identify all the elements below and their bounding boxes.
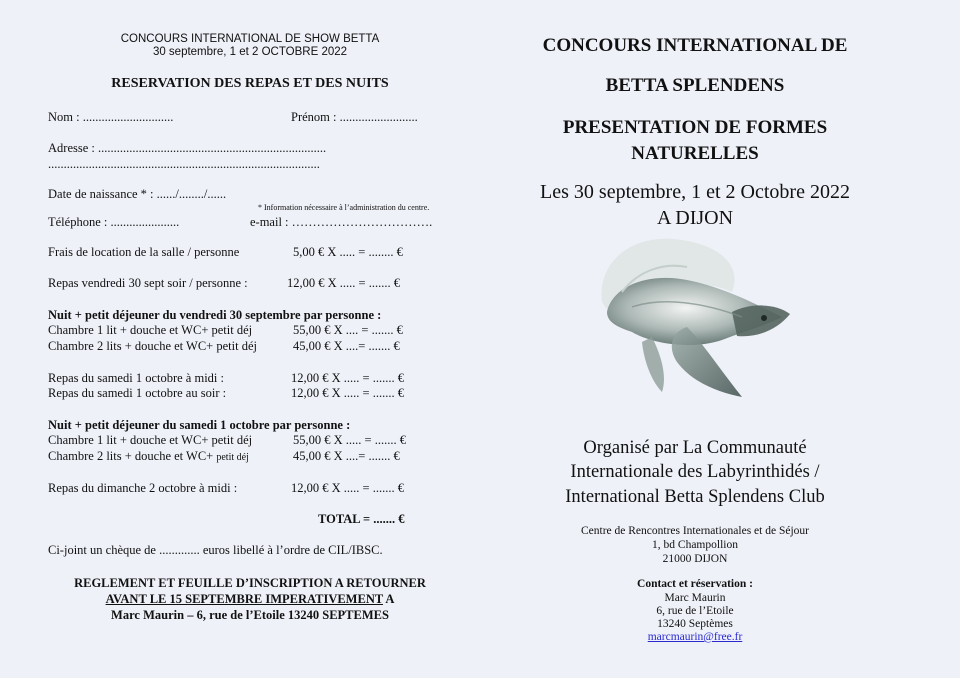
event-title-line-1: CONCOURS INTERNATIONAL DE xyxy=(542,35,848,56)
event-title-line-4: NATURELLES xyxy=(631,143,759,164)
contact-street: 6, rue de l’Etoile xyxy=(656,605,734,617)
reglement-deadline-tail: A xyxy=(382,592,395,606)
nuit-samedi-chambre1-label: Chambre 1 lit + douche et WC+ petit déj xyxy=(48,433,253,447)
cheque-line: Ci-joint un chèque de ............. euros libellé à l’ordre de CIL/IBSC. xyxy=(48,543,383,557)
venue-line-2: 1, bd Champollion xyxy=(652,539,738,551)
venue-line-1: Centre de Rencontres Internationales et de Séjour xyxy=(580,525,809,537)
adresse-field: Adresse : ......................................................................... xyxy=(48,141,327,155)
reglement-line-3: Marc Maurin – 6, rue de l’Etoile 13240 SEPTEMES xyxy=(111,608,389,622)
repas-samedi-soir-label: Repas du samedi 1 octobre au soir : xyxy=(48,386,227,400)
header-line-2: 30 septembre, 1 et 2 OCTOBRE 2022 xyxy=(152,46,348,58)
reglement-line-1: REGLEMENT ET FEUILLE D’INSCRIPTION A RETOURNER xyxy=(74,576,426,590)
adresse-field-line2: ....................................................................................... xyxy=(48,157,320,171)
organizer-line-1: Organisé par La Communauté xyxy=(583,438,807,458)
reglement-deadline: AVANT LE 15 SEPTEMBRE IMPERATIVEMENT xyxy=(105,592,383,606)
header-line-1: CONCOURS INTERNATIONAL DE SHOW BETTA xyxy=(120,33,380,45)
contact-city: 13240 Septèmes xyxy=(657,618,733,630)
contact-name: Marc Maurin xyxy=(664,592,726,604)
telephone-field: Téléphone : ...................... xyxy=(48,215,180,229)
organizer-line-3: International Betta Splendens Club xyxy=(565,487,825,507)
nuit-samedi-chambre2-price: 45,00 € X ....= ....... € xyxy=(293,449,400,463)
nuit-vendredi-chambre1-price: 55,00 € X .... = ....... € xyxy=(293,323,403,337)
frais-price: 5,00 € X ..... = ........ € xyxy=(293,245,403,259)
repas-dimanche-label: Repas du dimanche 2 octobre à midi : xyxy=(48,481,238,495)
nom-field: Nom : ............................. xyxy=(48,110,174,124)
event-info-panel xyxy=(480,0,960,678)
naissance-note: * Information nécessaire à l’administration du centre. xyxy=(258,203,430,212)
organizer-line-2: Internationale des Labyrinthidés / xyxy=(570,462,820,482)
event-dates: Les 30 septembre, 1 et 2 Octobre 2022 xyxy=(540,181,850,203)
contact-email-link[interactable]: marcmaurin@free.fr xyxy=(647,631,743,643)
nuit-samedi-chambre2-label-small: petit déj xyxy=(216,452,249,463)
betta-fish-image xyxy=(592,232,792,402)
repas-vendredi-label: Repas vendredi 30 sept soir / personne : xyxy=(48,276,248,290)
event-city: A DIJON xyxy=(656,207,734,229)
naissance-field: Date de naissance * : ....../......../...... xyxy=(48,187,227,201)
event-title-line-2: BETTA SPLENDENS xyxy=(605,75,785,96)
nuit-samedi-chambre2-label xyxy=(48,449,249,464)
nuit-samedi-chambre1-price: 55,00 € X ..... = ....... € xyxy=(293,433,406,447)
repas-samedi-midi-price: 12,00 € X ..... = ....... € xyxy=(291,371,404,385)
repas-samedi-midi-label: Repas du samedi 1 octobre à midi : xyxy=(48,371,225,385)
total-line: TOTAL = ....... € xyxy=(318,512,405,526)
frais-label: Frais de location de la salle / personne xyxy=(48,245,240,259)
nuit-samedi-chambre2-label-main: Chambre 2 lits + douche et WC+ xyxy=(48,449,214,463)
contact-email-row xyxy=(480,630,910,645)
repas-samedi-soir-price: 12,00 € X ..... = ....... € xyxy=(291,386,404,400)
nuit-samedi-title: Nuit + petit déjeuner du samedi 1 octobre par personne : xyxy=(48,418,351,432)
nuit-vendredi-title: Nuit + petit déjeuner du vendredi 30 septembre par personne : xyxy=(48,308,382,322)
email-field: e-mail : ……………………………. xyxy=(250,215,433,229)
reglement-line-2 xyxy=(0,591,500,607)
nuit-vendredi-chambre2-label: Chambre 2 lits + douche et WC+ petit déj xyxy=(48,339,257,353)
repas-vendredi-price: 12,00 € X ..... = ....... € xyxy=(287,276,400,290)
nuit-vendredi-chambre1-label: Chambre 1 lit + douche et WC+ petit déj xyxy=(48,323,253,337)
event-title-line-3: PRESENTATION DE FORMES xyxy=(562,117,828,138)
contact-title: Contact et réservation : xyxy=(637,578,753,590)
section-title: RESERVATION DES REPAS ET DES NUITS xyxy=(111,76,389,91)
venue-line-3: 21000 DIJON xyxy=(662,553,728,565)
prenom-field: Prénom : ......................... xyxy=(291,110,418,124)
nuit-vendredi-chambre2-price: 45,00 € X ....= ....... € xyxy=(293,339,400,353)
repas-dimanche-price: 12,00 € X ..... = ....... € xyxy=(291,481,404,495)
